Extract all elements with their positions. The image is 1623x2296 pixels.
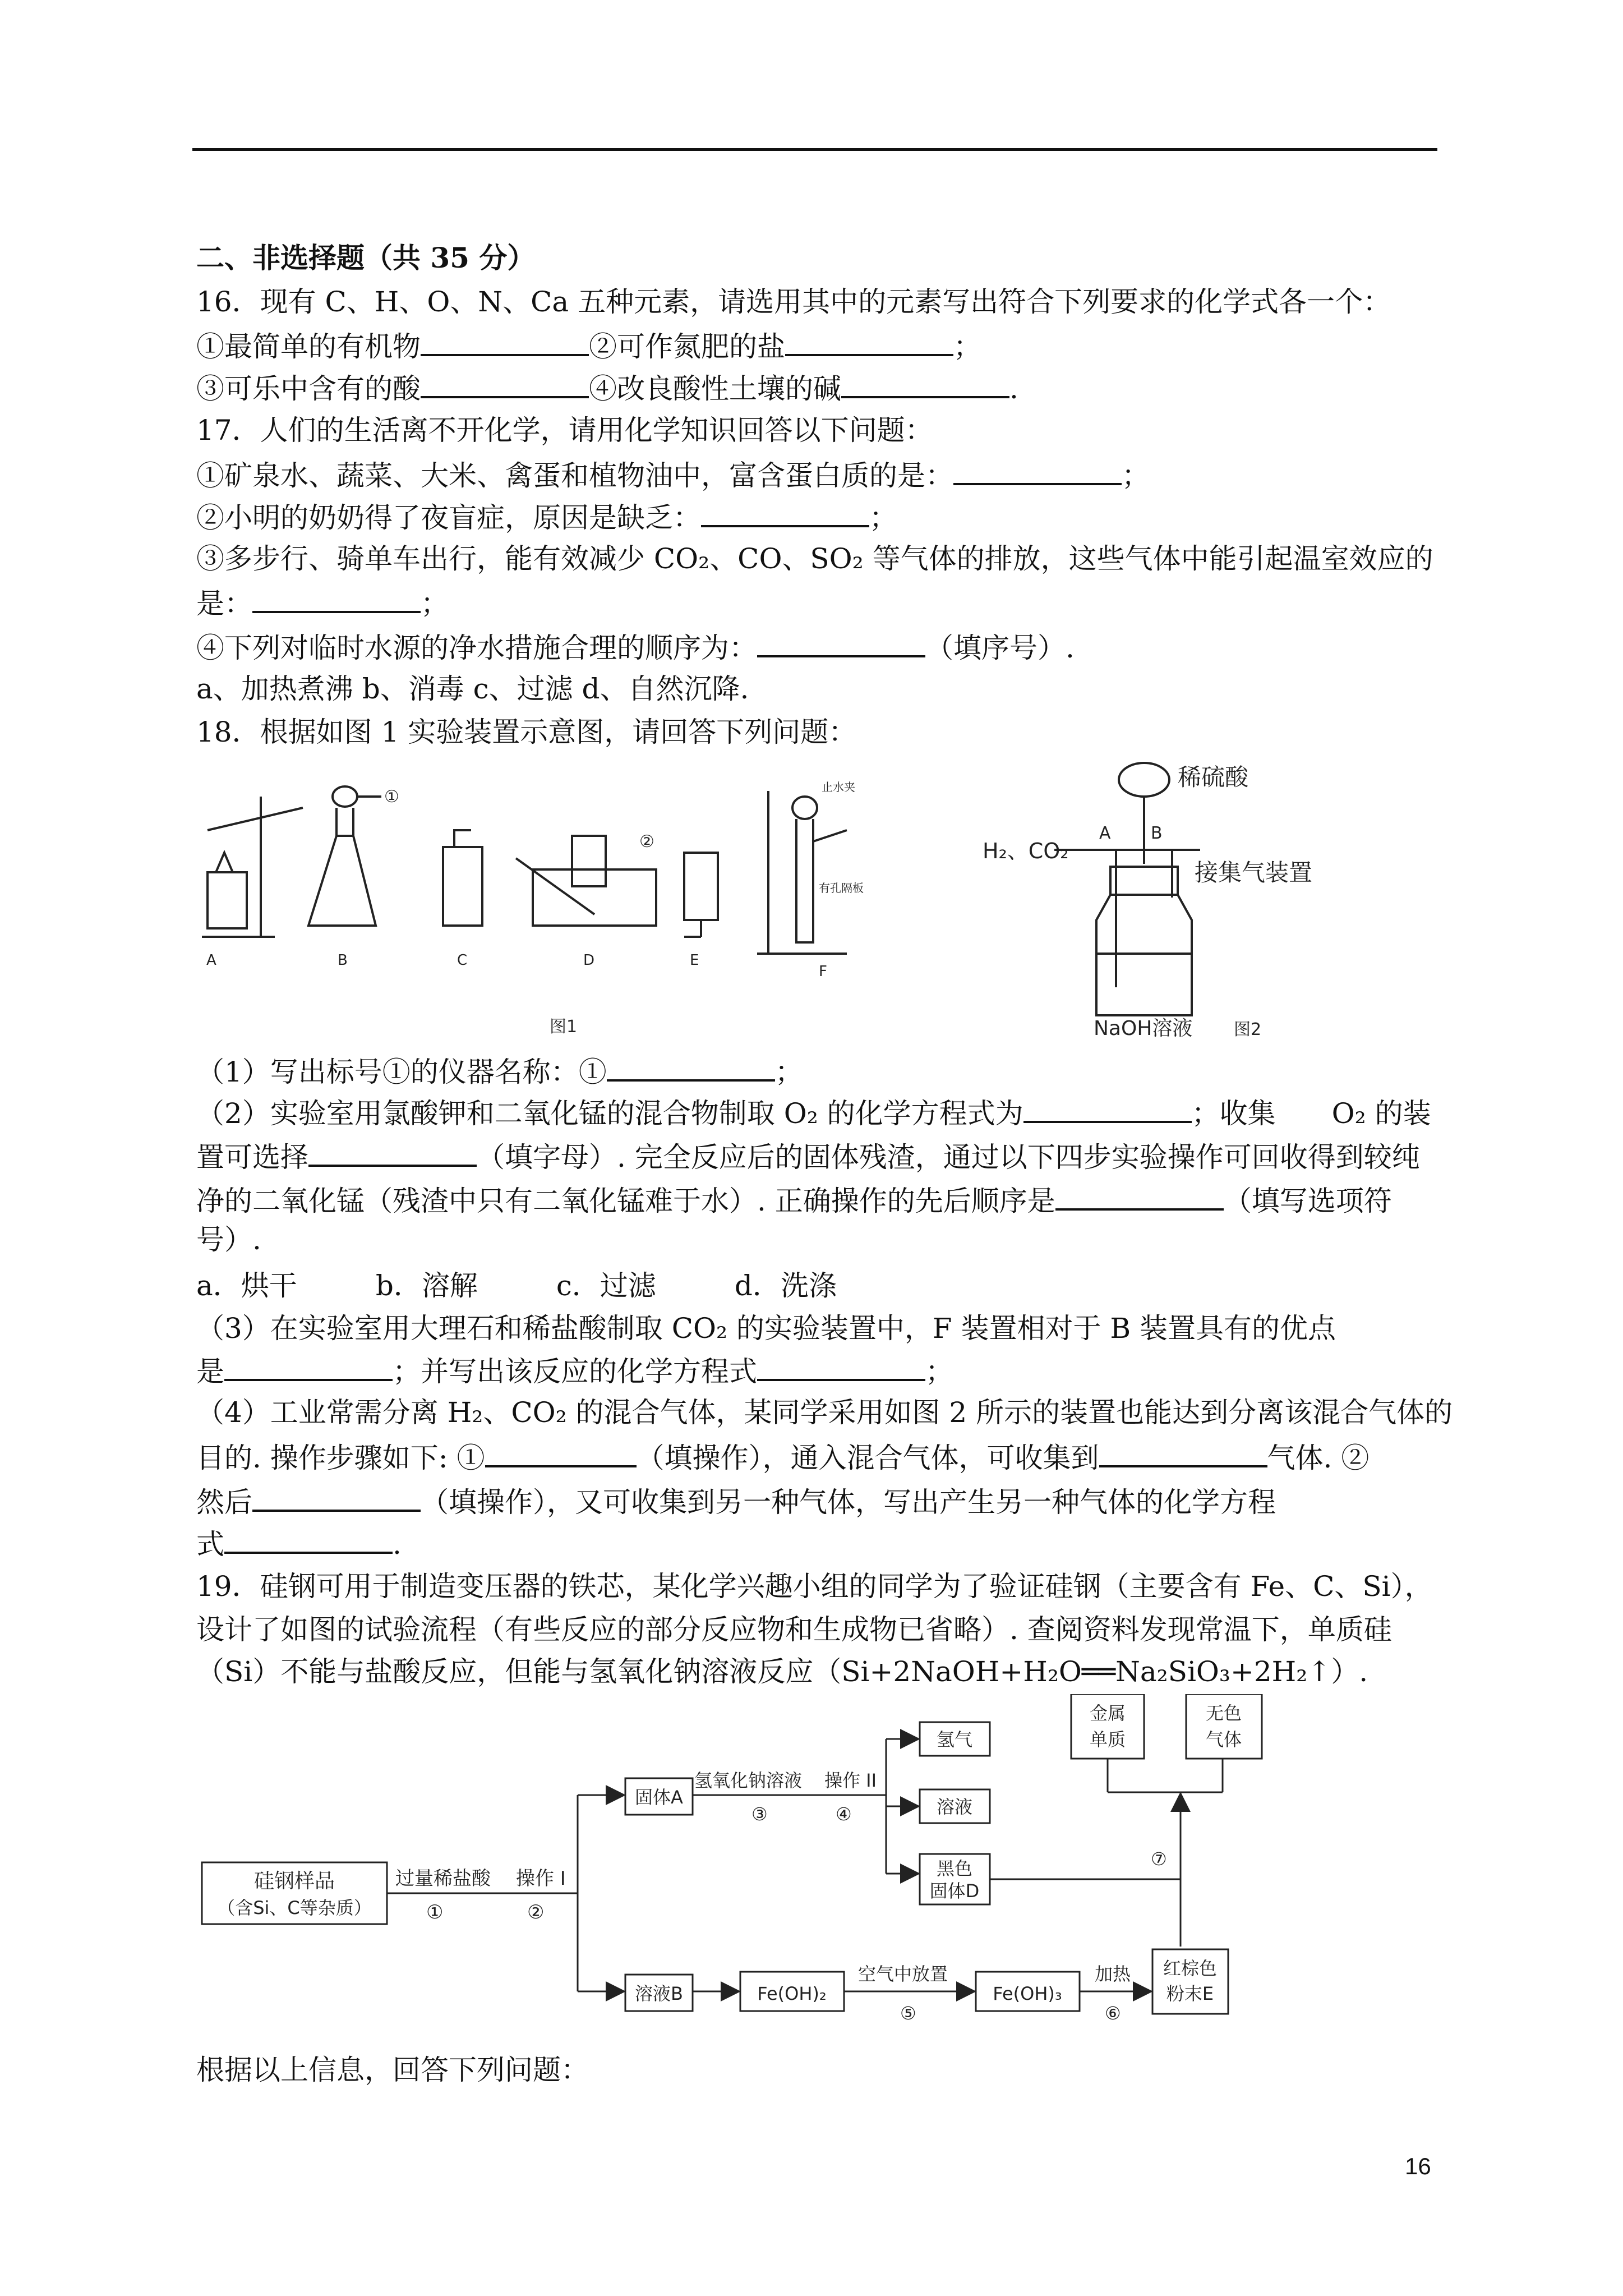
flow-solution-b: 溶液B <box>635 1983 683 2004</box>
fig1-label-c: C <box>457 952 468 969</box>
fig1-tag-plate: 有孔隔板 <box>819 881 864 895</box>
q17-stem: 17．人们的生活离不开化学，请用化学知识回答以下问题： <box>196 414 933 447</box>
q18-p2c: 净的二氧化锰（残渣中只有二氧化锰难于水）. 正确操作的先后顺序是 <box>196 1185 1055 1217</box>
answer-blank[interactable] <box>1023 1095 1192 1123</box>
flow-feoh2: Fe(OH)₂ <box>757 1983 827 2004</box>
flow-acid: 过量稀盐酸 <box>395 1867 491 1890</box>
flow-sample-1: 硅钢样品 <box>253 1870 335 1893</box>
flow-c6: ⑥ <box>1105 2003 1121 2024</box>
answer-blank[interactable] <box>607 1053 775 1082</box>
fig1-mark-2: ② <box>639 832 654 852</box>
q18-option-b: b．溶解 <box>375 1269 478 1302</box>
answer-blank[interactable] <box>1099 1439 1267 1467</box>
flow-naoh: 氢氧化钠溶液 <box>694 1770 803 1791</box>
flow-black-1: 黑色 <box>936 1858 973 1879</box>
flow-c1: ① <box>426 1901 444 1924</box>
q18-p2b-line <box>196 1139 1420 1174</box>
flow-op2: 操作 II <box>824 1770 877 1791</box>
q19-ending: 根据以上信息，回答下列问题： <box>196 2054 589 2086</box>
q18-p4b-line <box>196 1439 1369 1475</box>
answer-blank[interactable] <box>785 328 953 356</box>
flow-gas-2: 气体 <box>1205 1729 1242 1750</box>
q18-p4a: （4）工业常需分离 H₂、CO₂ 的混合气体，某同学采用如图 2 所示的装置也能达到分离该混合气体的 <box>196 1396 1453 1429</box>
q17-item-3a: ③多步行、骑单车出行，能有效减少 CO₂、CO、SO₂ 等气体的排放，这些气体中能引起温室效应的 <box>196 542 1433 575</box>
flow-hydrogen: 氢气 <box>936 1729 973 1750</box>
answer-blank[interactable] <box>308 1139 477 1167</box>
answer-blank[interactable] <box>841 370 1009 398</box>
q18-p3b-mid: ；并写出该反应的化学方程式 <box>393 1355 757 1388</box>
q18-p1-line: （1）写出标号①的仪器名称：① ； <box>196 1053 803 1089</box>
fig1-tag-clamp: 止水夹 <box>822 780 855 794</box>
flow-black-2: 固体D <box>929 1880 980 1902</box>
answer-blank[interactable] <box>224 1526 393 1554</box>
q18-p4b-tail: 气体. ② <box>1267 1442 1370 1474</box>
q18-p4d: 式 <box>196 1528 224 1561</box>
q18-p2a-line <box>196 1095 1431 1130</box>
answer-blank[interactable] <box>421 328 589 356</box>
q18-p4d-line: 式 . <box>196 1526 402 1561</box>
q17-line-3b: 是： ； <box>196 585 449 620</box>
q17-line-4 <box>196 629 1075 665</box>
q17-item-3b: 是： <box>196 587 252 620</box>
flow-heat: 加热 <box>1095 1963 1131 1985</box>
flow-metal-1: 金属 <box>1089 1703 1126 1724</box>
flow-air: 空气中放置 <box>858 1963 948 1985</box>
flowchart <box>191 1694 1312 2047</box>
fig1-label-a: A <box>206 952 216 969</box>
answer-blank[interactable] <box>701 499 869 527</box>
q16-line-2: ③可乐中含有的酸 ④改良酸性土壤的碱 . <box>196 370 1018 406</box>
q19-line-3: （Si）不能与盐酸反应，但能与氢氧化钠溶液反应（Si+2NaOH+H₂O══Na₂SiO₃+2H₂↑）. <box>196 1655 1368 1688</box>
q18-p4c: 然后 <box>196 1486 252 1519</box>
q18-p2b-tail: （填字母）. 完全反应后的固体残渣，通过以下四步实验操作可回收得到较纯 <box>477 1141 1420 1174</box>
q16-stem: 16．现有 C、H、O、N、Ca 五种元素，请选用其中的元素写出符合下列要求的化学式各一个： <box>196 286 1391 318</box>
q18-p2c-line <box>196 1182 1392 1218</box>
q17-line-2: ②小明的奶奶得了夜盲症，原因是缺乏： ； <box>196 499 897 535</box>
q18-p3a: （3）在实验室用大理石和稀盐酸制取 CO₂ 的实验装置中，F 装置相对于 B 装置具有的优点 <box>196 1312 1336 1345</box>
q18-option-c: c．过滤 <box>556 1269 656 1302</box>
fig2-caption: 图2 <box>1234 1020 1262 1039</box>
fig1-label-f: F <box>819 963 827 980</box>
q18-p2c-tail: （填写选项符 <box>1223 1185 1392 1217</box>
fig2-outlet-label: 接集气装置 <box>1195 859 1313 886</box>
fig1-label-d: D <box>583 952 595 969</box>
q18-p2a: （2）实验室用氯酸钾和二氧化锰的混合物制取 O₂ 的化学方程式为 <box>196 1097 1023 1130</box>
answer-blank[interactable] <box>421 370 589 398</box>
flow-red-1: 红棕色 <box>1163 1958 1218 1979</box>
fig1-caption: 图1 <box>550 1017 578 1037</box>
q18-option-a: a．烘干 <box>196 1269 297 1302</box>
q18-p4c-tail: （填操作），又可收集到另一种气体，写出产生另一种气体的化学方程 <box>421 1486 1276 1519</box>
flow-red-2: 粉末E <box>1166 1983 1214 2004</box>
q18-p1: （1）写出标号①的仪器名称：① <box>196 1056 607 1088</box>
q17-line-1: ①矿泉水、蔬菜、大米、禽蛋和植物油中，富含蛋白质的是： ； <box>196 457 1150 493</box>
q18-p2d: 号）. <box>196 1223 261 1256</box>
q16-item-3: ③可乐中含有的酸 <box>196 372 421 405</box>
answer-blank[interactable] <box>757 1353 925 1381</box>
flow-c2: ② <box>527 1901 545 1924</box>
fig2-valve-a: A <box>1099 823 1111 843</box>
answer-blank[interactable] <box>953 457 1122 485</box>
flow-metal-2: 单质 <box>1089 1729 1126 1750</box>
header-rule <box>192 148 1437 151</box>
apparatus-figure-1 <box>191 769 920 1049</box>
q18-p4c-line <box>196 1484 1276 1519</box>
flow-c4: ④ <box>836 1803 852 1825</box>
fig2-valve-b: B <box>1151 823 1163 843</box>
q18-options <box>196 1269 837 1303</box>
q19-line-1: 19．硅钢可用于制造变压器的铁芯，某化学兴趣小组的同学为了验证硅钢（主要含有 Fe、C、Si）， <box>196 1570 1433 1603</box>
q18-stem: 18．根据如图 1 实验装置示意图，请回答下列问题： <box>196 716 857 748</box>
fig2-solution-label: NaOH溶液 <box>1094 1017 1193 1040</box>
flow-op1: 操作 I <box>516 1867 566 1890</box>
q18-p4b: 目的. 操作步骤如下: ① <box>196 1442 485 1474</box>
flow-sample-2: （含Si、C等杂质） <box>217 1897 372 1918</box>
q18-p2a-tail: ；收集 O₂ 的装 <box>1191 1097 1431 1130</box>
q18-p3b-line: 是 ；并写出该反应的化学方程式 ； <box>196 1353 953 1388</box>
flow-feoh3: Fe(OH)₃ <box>993 1983 1062 2004</box>
answer-blank[interactable] <box>757 629 925 657</box>
answer-blank[interactable] <box>1055 1182 1224 1211</box>
answer-blank[interactable] <box>224 1353 393 1381</box>
q16-line-1: ①最简单的有机物 ②可作氮肥的盐 ； <box>196 328 981 364</box>
q18-p3b: 是 <box>196 1355 224 1388</box>
page-number: 16 <box>1405 2153 1431 2179</box>
flow-c7: ⑦ <box>1151 1848 1167 1870</box>
q17-item-4: ④下列对临时水源的净水措施合理的顺序为： <box>196 632 757 664</box>
flow-c5: ⑤ <box>900 2003 916 2024</box>
q19-line-2: 设计了如图的试验流程（有些反应的部分反应物和生成物已省略）. 查阅资料发现常温下，单质硅 <box>196 1613 1392 1646</box>
q16-item-4: ④改良酸性土壤的碱 <box>589 372 841 405</box>
flow-c3: ③ <box>751 1803 768 1825</box>
section-title: 二、非选择题（共 35 分） <box>196 241 536 274</box>
flow-solid-a: 固体A <box>635 1787 683 1808</box>
answer-blank[interactable] <box>252 1484 421 1512</box>
fig2-acid-label: 稀硫酸 <box>1178 763 1249 791</box>
q17-options: a、加热煮沸 b、消毒 c、过滤 d、自然沉降. <box>196 673 749 705</box>
q16-item-1: ①最简单的有机物 <box>196 330 421 363</box>
answer-blank[interactable] <box>252 585 421 613</box>
fig2-gas-label: H₂、CO₂ <box>983 839 1069 863</box>
fig1-label-e: E <box>690 952 699 969</box>
flow-gas-1: 无色 <box>1205 1703 1242 1724</box>
q17-item-4-tail: （填序号）. <box>925 632 1075 664</box>
answer-blank[interactable] <box>485 1439 637 1467</box>
q16-item-2: ②可作氮肥的盐 <box>589 330 785 363</box>
q18-option-d: d．洗涤 <box>734 1269 837 1302</box>
q18-p4b-mid: （填操作），通入混合气体，可收集到 <box>636 1442 1099 1474</box>
apparatus-figure-2 <box>976 752 1380 1043</box>
q17-item-1: ①矿泉水、蔬菜、大米、禽蛋和植物油中，富含蛋白质的是： <box>196 459 953 492</box>
q17-item-2: ②小明的奶奶得了夜盲症，原因是缺乏： <box>196 501 701 534</box>
q18-p2b: 置可选择 <box>196 1141 308 1174</box>
fig1-label-b: B <box>338 952 348 969</box>
flow-solution: 溶液 <box>936 1796 973 1818</box>
fig1-mark-1: ① <box>384 787 399 807</box>
